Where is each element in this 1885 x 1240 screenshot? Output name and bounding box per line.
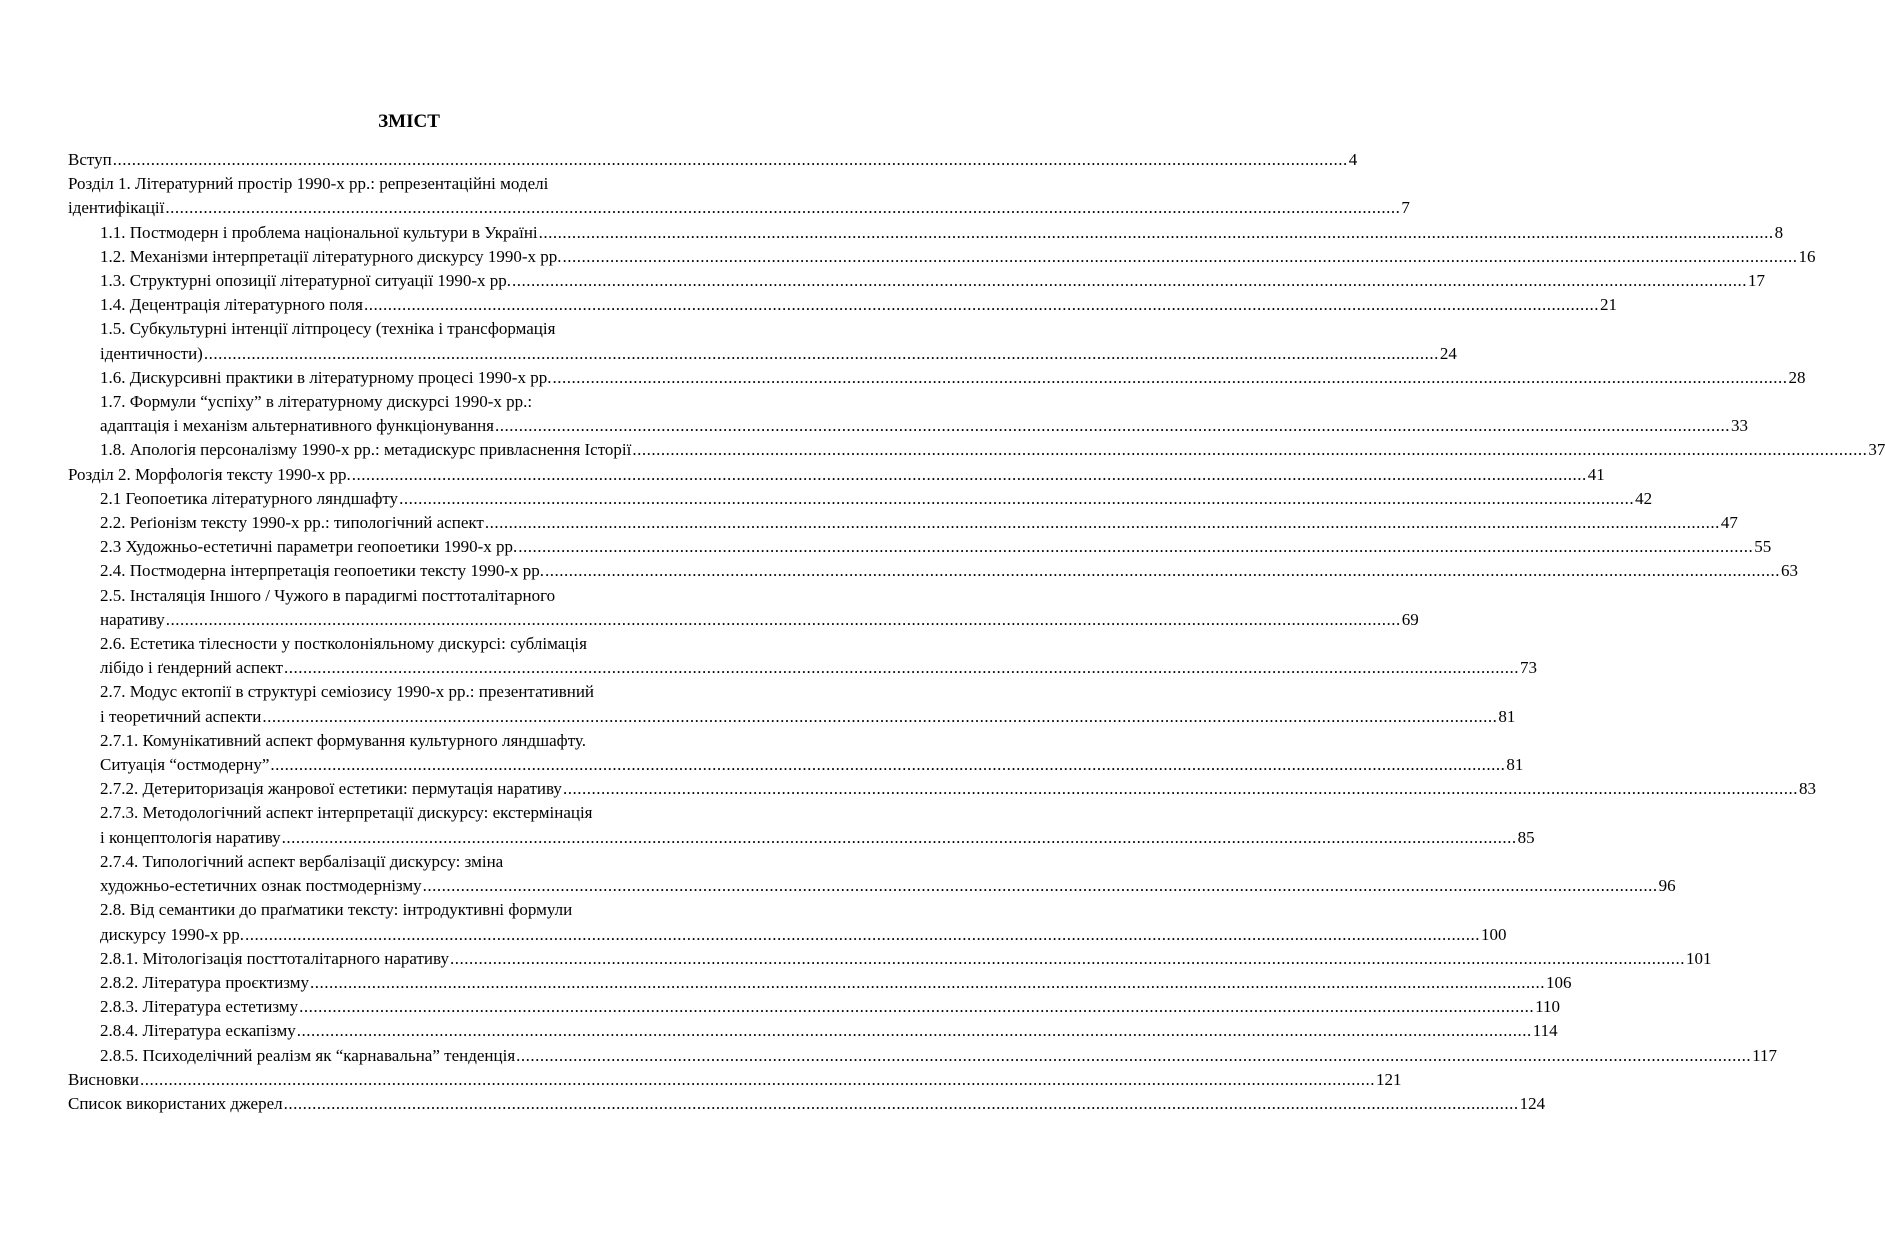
dot-leader	[262, 705, 1497, 729]
toc-page-number: 121	[1375, 1069, 1402, 1089]
toc-page-number: 81	[1498, 706, 1516, 726]
toc-entry-text: 2.3 Художньо-естетичні параметри геопоетики 1990-х рр.	[100, 537, 518, 557]
toc-entry	[68, 1092, 1546, 1116]
toc-entry-last-line	[100, 971, 1572, 995]
toc-entry	[68, 1044, 1778, 1068]
toc-page-number: 124	[1519, 1093, 1546, 1113]
toc-entry-last-line	[100, 511, 1738, 535]
toc-entry-last-line	[100, 487, 1653, 511]
toc-entry-text: 2.7. Модус ектопії в структурі семіозису 1990-х рр.: презентативний	[100, 682, 595, 702]
dot-leader	[495, 414, 1730, 438]
toc-entry-last-line	[100, 608, 1419, 632]
toc-page-number: 24	[1439, 343, 1457, 363]
dot-leader	[485, 511, 1720, 535]
toc-entry	[68, 148, 1358, 172]
toc-page-number: 114	[1532, 1021, 1558, 1041]
toc-entry-last-line	[68, 1068, 1402, 1092]
toc-entry-text: 2.8.3. Література естетизму	[100, 997, 299, 1017]
toc-page-number: 41	[1587, 464, 1605, 484]
toc-entry-text: 2.4. Постмодерна інтерпретація геопоетики тексту 1990-х рр.	[100, 561, 545, 581]
toc-entry-last-line	[100, 559, 1799, 583]
toc-entry-text: 2.6. Естетика тілесности у постколоніяльному дискурсі: сублімація	[100, 634, 587, 654]
toc-entry-text: ідентичности)	[100, 343, 203, 363]
document-page	[68, 110, 1885, 1116]
dot-leader	[284, 1092, 1519, 1116]
toc-entry-last-line	[100, 1044, 1778, 1068]
toc-entry	[68, 680, 1516, 728]
toc-entry-last-line	[100, 826, 1535, 850]
toc-entry-text: Список використаних джерел	[68, 1093, 283, 1113]
toc-entry-text: 1.5. Субкультурні інтенції літпроцесу (техніка і трансформація	[100, 319, 556, 339]
toc-entry	[68, 801, 1535, 849]
toc-page-number: 96	[1658, 876, 1676, 896]
toc-entry-last-line	[100, 269, 1765, 293]
toc-entry	[68, 390, 1749, 438]
toc-page-number: 69	[1401, 609, 1419, 629]
toc-entry-text: Розділ 1. Літературний простір 1990-х рр.: репрезентаційні моделі	[68, 174, 549, 194]
toc-page-number: 33	[1731, 416, 1749, 436]
toc-entry-text: 1.6. Дискурсивні практики в літературному процесі 1990-х рр.	[100, 367, 552, 387]
dot-leader	[518, 535, 1753, 559]
toc-entry-last-line	[68, 148, 1358, 172]
dot-leader	[563, 777, 1798, 801]
toc-entry-last-line	[100, 923, 1507, 947]
toc-entry-text: 2.8. Від семантики до праґматики тексту: інтродуктивні формули	[100, 900, 573, 920]
toc-entry-last-line	[100, 293, 1617, 317]
dot-leader	[113, 148, 1348, 172]
toc-page-number: 7	[1401, 198, 1410, 218]
toc-entry	[68, 559, 1799, 583]
dot-leader	[512, 269, 1747, 293]
toc-entry-last-line	[100, 342, 1457, 366]
toc-entry-last-line	[100, 221, 1784, 245]
toc-entry-last-line	[68, 463, 1605, 487]
toc-entry-last-line	[100, 656, 1537, 680]
toc-entry	[68, 632, 1537, 680]
toc-entry	[68, 269, 1765, 293]
toc-entry-text: 2.8.5. Психоделічний реалізм як “карнавальна” тенденція	[100, 1045, 516, 1065]
toc-entry-text: 1.2. Механізми інтерпретації літературного дискурсу 1990-х рр.	[100, 246, 562, 266]
toc-entry-text: Ситуація “остмодерну”	[100, 755, 270, 775]
toc-entry-last-line	[100, 414, 1749, 438]
toc-entry	[68, 317, 1457, 365]
dot-leader	[450, 947, 1685, 971]
toc-entry-last-line	[100, 535, 1772, 559]
toc-entry-text: 2.8.4. Література ескапізму	[100, 1021, 296, 1041]
toc-page-number: 42	[1635, 488, 1653, 508]
toc-entry-text: адаптація і механізм альтернативного функціонування	[100, 416, 495, 436]
toc-entry-last-line	[100, 245, 1816, 269]
toc-entry-text: 1.4. Децентрація літературного поля	[100, 295, 363, 315]
toc-entry-text: 2.1 Геопоетика літературного ляндшафту	[100, 488, 399, 508]
dot-leader	[245, 923, 1480, 947]
dot-leader	[165, 196, 1400, 220]
toc-entry	[68, 898, 1507, 946]
toc-entry	[68, 729, 1524, 777]
dot-leader	[352, 463, 1587, 487]
toc-entry-text: Вступ	[68, 150, 112, 169]
toc-entry-text: дискурсу 1990-х рр.	[100, 924, 245, 944]
toc-entry-last-line	[100, 438, 1885, 462]
toc-entry	[68, 463, 1605, 487]
dot-leader	[270, 753, 1505, 777]
toc-page-number: 16	[1798, 246, 1816, 266]
toc-page-number: 37	[1868, 440, 1885, 460]
dot-leader	[364, 293, 1599, 317]
toc-entry-text: 1.1. Постмодерн і проблема національної культури в Україні	[100, 222, 538, 242]
toc-entry	[68, 172, 1410, 220]
toc-entry-text: 2.7.2. Детериторизація жанрової естетики: пермутація наративу	[100, 779, 562, 799]
toc-page-number: 117	[1752, 1045, 1778, 1065]
toc-entry	[68, 1019, 1558, 1043]
toc-page-number: 106	[1546, 972, 1572, 992]
toc-entry-text: 2.7.3. Методологічний аспект інтерпретації дискурсу: екстермінація	[100, 803, 593, 823]
toc-page-number: 110	[1535, 997, 1560, 1017]
toc-entry-last-line	[100, 1019, 1558, 1043]
toc-page-number: 81	[1506, 755, 1524, 775]
dot-leader	[140, 1068, 1375, 1092]
toc-entry	[68, 947, 1712, 971]
toc-entry-last-line	[100, 366, 1806, 390]
dot-leader	[297, 1019, 1532, 1043]
dot-leader	[284, 656, 1519, 680]
toc-entry-text: 2.7.4. Типологічний аспект вербалізації дискурсу: зміна	[100, 851, 504, 871]
dot-leader	[282, 826, 1517, 850]
toc-entry-last-line	[100, 995, 1560, 1019]
toc-entry-text: 2.2. Реґіонізм тексту 1990-х рр.: типологічний аспект	[100, 513, 484, 533]
toc-entry-text: лібідо і ґендерний аспект	[100, 658, 283, 678]
toc-entry-last-line	[68, 1092, 1546, 1116]
dot-leader	[299, 995, 1534, 1019]
dot-leader	[399, 487, 1634, 511]
dot-leader	[545, 559, 1780, 583]
dot-leader	[563, 245, 1798, 269]
toc-entry-text: 2.7.1. Комунікативний аспект формування культурного ляндшафту.	[100, 730, 586, 750]
toc-entry-text: і теоретичний аспекти	[100, 706, 262, 726]
dot-leader	[516, 1044, 1751, 1068]
toc-entry-last-line	[100, 947, 1712, 971]
toc-entry-last-line	[100, 874, 1676, 898]
table-of-contents	[68, 148, 1885, 1116]
toc-entry	[68, 438, 1885, 462]
toc-page-number: 55	[1754, 537, 1772, 557]
toc-page-number: 4	[1348, 150, 1358, 169]
toc-entry-text: 2.8.2. Література проєктизму	[100, 972, 310, 992]
toc-entry-text: ідентифікації	[68, 198, 165, 218]
dot-leader	[204, 342, 1439, 366]
toc-entry	[68, 1068, 1402, 1092]
toc-entry	[68, 850, 1676, 898]
toc-entry	[68, 221, 1784, 245]
toc-entry	[68, 777, 1816, 801]
page-title: ЗМІСТ	[378, 111, 440, 132]
toc-entry	[68, 535, 1772, 559]
toc-entry-text: і концептологія наративу	[100, 827, 281, 847]
toc-entry-last-line	[100, 753, 1524, 777]
toc-entry	[68, 995, 1560, 1019]
toc-entry	[68, 584, 1419, 632]
dot-leader	[310, 971, 1545, 995]
toc-entry	[68, 366, 1806, 390]
toc-entry-text: 2.5. Інсталяція Іншого / Чужого в парадигмі посттоталітарного	[100, 585, 556, 605]
toc-entry	[68, 293, 1617, 317]
dot-leader	[552, 366, 1787, 390]
toc-page-number: 28	[1788, 367, 1806, 387]
toc-entry	[68, 245, 1816, 269]
toc-entry	[68, 511, 1738, 535]
toc-page-number: 100	[1481, 924, 1507, 944]
toc-entry-text: 1.3. Структурні опозиції літературної ситуації 1990-х рр.	[100, 271, 511, 291]
toc-entry-text: наративу	[100, 609, 165, 629]
toc-entry-text: 2.8.1. Мітологізація посттоталітарного наративу	[100, 948, 449, 968]
toc-entry	[68, 971, 1572, 995]
toc-page-number: 17	[1747, 271, 1765, 291]
toc-page-number: 47	[1720, 513, 1738, 533]
toc-page-number: 63	[1781, 561, 1799, 581]
dot-leader	[423, 874, 1658, 898]
toc-page-number: 21	[1599, 295, 1617, 315]
toc-page-number: 8	[1774, 222, 1784, 242]
toc-entry-last-line	[68, 196, 1410, 220]
toc-entry-text: 1.8. Апологія персоналізму 1990-х рр.: метадискурс привласнення Історії	[100, 440, 632, 460]
toc-page-number: 73	[1520, 658, 1537, 678]
toc-page-number: 101	[1685, 948, 1712, 968]
toc-entry-text: Висновки	[68, 1069, 139, 1089]
dot-leader	[539, 221, 1774, 245]
toc-entry	[68, 487, 1653, 511]
toc-entry-last-line	[100, 777, 1816, 801]
toc-entry-text: Розділ 2. Морфологія тексту 1990-х рр.	[68, 464, 351, 484]
toc-entry-text: 1.7. Формули “успіху” в літературному дискурсі 1990-х рр.:	[100, 392, 533, 412]
toc-page-number: 85	[1517, 827, 1535, 847]
toc-entry-text: художньо-естетичних ознак постмодернізму	[100, 876, 422, 896]
dot-leader	[166, 608, 1401, 632]
toc-page-number: 83	[1798, 779, 1816, 799]
dot-leader	[632, 438, 1867, 462]
toc-entry-last-line	[100, 705, 1516, 729]
